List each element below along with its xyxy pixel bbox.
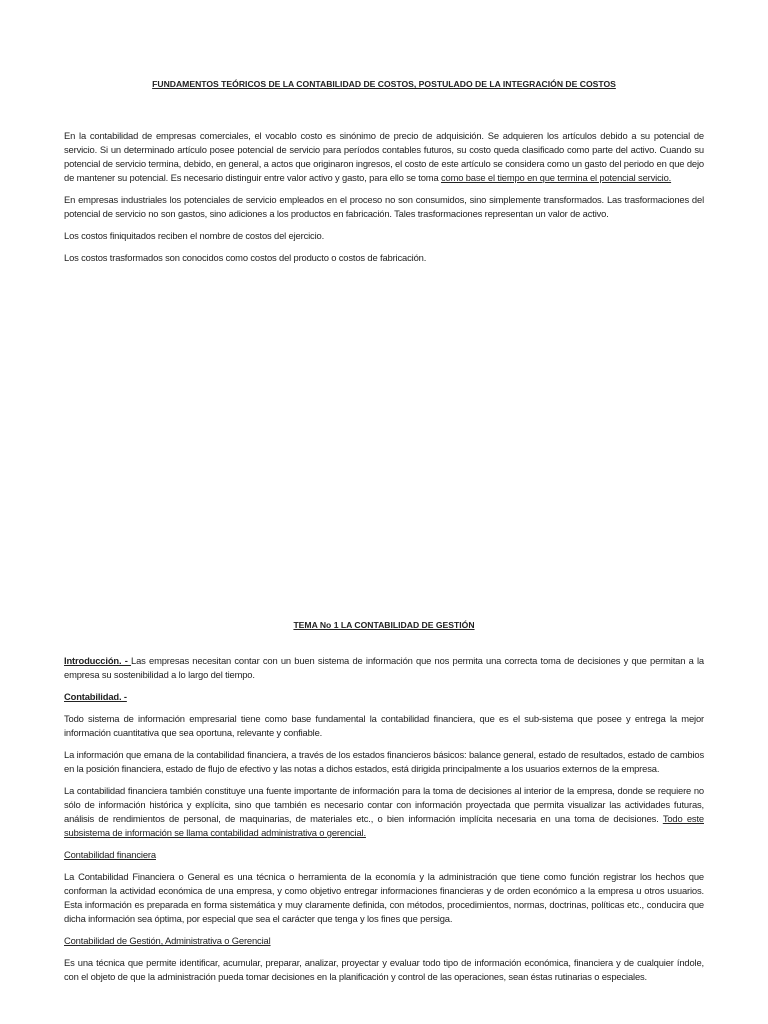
- heading-contabilidad-financiera: Contabilidad financiera: [64, 849, 156, 860]
- section-fundamentos: [64, 77, 704, 273]
- paragraph-contabilidad-financiera: La Contabilidad Financiera o General es una técnica o herramienta de la economía y la administración que tiene como función registrar los hechos que conforman la actividad económica de una empresa, y como objetivo entregar informaciones financieras y de orden económico a la empresa u otros usuarios. Esta información es preparada en forma sistemática y muy claramente definida, con métodos, procedimientos, normas, doctrinas, políticas etc., conducira que dicha información sea óptima, por especial que sea el carácter que tenga y los fines que persiga.: [64, 871, 704, 924]
- underlined-phrase: como base el tiempo en que termina el potencial servicio.: [440, 172, 672, 183]
- heading-contabilidad-gestion: Contabilidad de Gestión, Administrativa o Gerencial: [64, 935, 271, 946]
- section-title-fundamentos: FUNDAMENTOS TEÓRICOS DE LA CONTABILIDAD DE COSTOS, POSTULADO DE LA INTEGRACIÓN DE COSTOS: [152, 79, 616, 89]
- heading-introduccion: Introducción. -: [64, 655, 132, 666]
- paragraph-sistema-informacion: Todo sistema de información empresarial tiene como base fundamental la contabilidad financiera, que es el sub-sistema que posee y entrega la mejor información cuantitativa que sea oportuna, relevante y confiable.: [64, 713, 704, 738]
- paragraph-estados-financieros: La información que emana de la contabilidad financiera, a través de los estados financieros básicos: balance general, estado de resultados, estado de cambios en la posición financiera, estado de flujo de efectivo y las notas a dichos estados, está dirigida principalmente a los usuarios externos de la empresa.: [64, 749, 704, 774]
- heading-contabilidad: Contabilidad. -: [64, 691, 127, 702]
- paragraph-costos-finiquitados: Los costos finiquitados reciben el nombre de costos del ejercicio.: [64, 230, 325, 241]
- paragraph-introduccion: [64, 654, 704, 682]
- paragraph-toma-decisiones: [64, 784, 704, 840]
- paragraph-text: En la contabilidad de empresas comerciales, el vocablo costo es sinónimo de precio de adquisición. Se adquieren los artículos debido a su potencial de servicio. Si un determinado artículo posee potencial de servicio para períodos contables futuros, su costo queda clasificado como parte del activo. Cuando su potencial de servicio termina, debido, en general, a actos que originaron ingresos, el costo de este artículo se considera como un gasto del periodo en que dejo de mantener su potencial. Es necesario distinguir entre valor activo y gasto, para ello se toma: [64, 130, 704, 183]
- paragraph-text: Las empresas necesitan contar con un buen sistema de información que nos permita una correcta toma de decisiones y que permitan a la empresa su sostenibilidad a lo largo del tiempo.: [64, 655, 704, 680]
- paragraph-costo-comercial: [64, 129, 704, 185]
- section-title-tema-1: TEMA No 1 LA CONTABILIDAD DE GESTIÓN: [293, 620, 475, 630]
- section-tema-1: [64, 618, 704, 992]
- paragraph-empresas-industriales: En empresas industriales los potenciales de servicio empleados en el proceso no son consumidos, sino simplemente transformados. Las trasformaciones del potencial de servicio no son gastos, sino adiciones a los productos en fabricación. Tales trasformaciones representan un valor de activo.: [64, 194, 704, 219]
- paragraph-contabilidad-gestion: Es una técnica que permite identificar, acumular, preparar, analizar, proyectar y evaluar todo tipo de información económica, financiera y de cualquier índole, con el objeto de que la administración pueda tomar decisiones en la planificación y control de las operaciones, sean éstas rutinarias o especiales.: [64, 957, 704, 982]
- paragraph-text: La contabilidad financiera también constituye una fuente importante de información para la toma de decisiones al interior de la empresa, donde se requiere no sólo de información histórica y explícita, sino que también es necesario contar con información proyectada que permita visualizar las actividades futuras, análisis de rendimientos de personal, de maquinarias, de materiales etc., o bien información implícita necesaria en una toma de decisiones.: [64, 785, 704, 824]
- paragraph-costos-trasformados: Los costos trasformados son conocidos como costos del producto o costos de fabricación.: [64, 252, 427, 263]
- underlined-phrase: Todo este subsistema de información se llama contabilidad administrativa o gerencial.: [64, 813, 704, 838]
